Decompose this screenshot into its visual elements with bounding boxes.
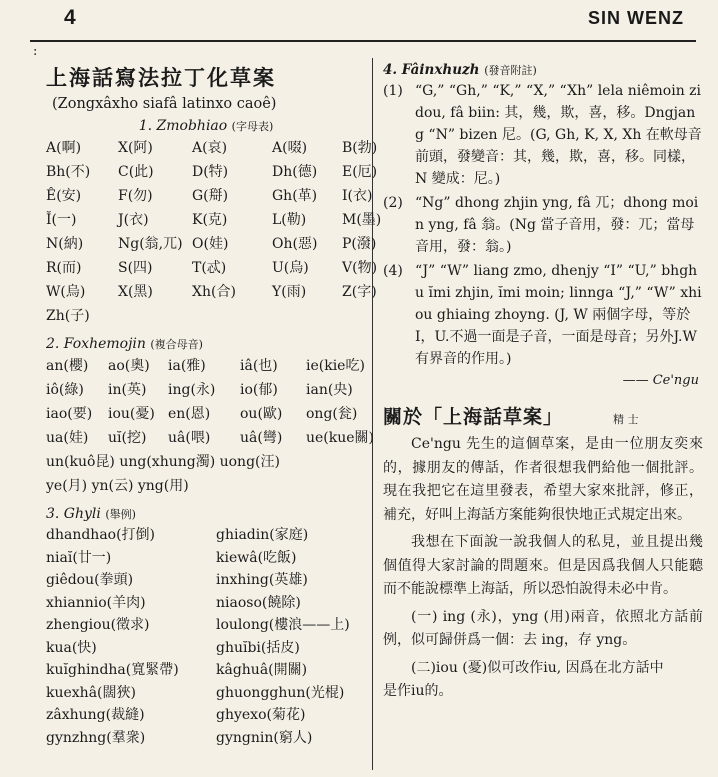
alphabet-cell: B(勃) <box>342 140 378 156</box>
compound-cell: io(郁) <box>240 382 278 398</box>
section-heading-note: (發音附註) <box>484 64 537 77</box>
section-alphabet-heading <box>46 118 366 134</box>
example-cell: niaĭ(廿一) <box>46 549 112 566</box>
note-text: “J” “W” liang zmo, dhenjy “I” “U,” bhghu ĭmi zhjin, ĭmi moin; linnga “J,” “W” xhiou ghiaing zhoyng. (J, W 兩個字母，等於 I，U.不過一面是子音，一面是母音；另外J.W有界音的作用。) <box>415 263 702 367</box>
compound-cell: an(櫻) <box>46 358 89 374</box>
paragraph: (二)iou (憂)似可改作iu, 因爲在北方話中 <box>411 659 664 676</box>
alphabet-cell: E(厄) <box>342 164 378 180</box>
compound-cell: ing(永) <box>168 382 216 398</box>
compound-cell: uâ(喂) <box>168 430 211 446</box>
compound-tail-line: un(kuô昆) ung(xhung濁) uong(汪) <box>46 454 280 470</box>
section-examples-heading <box>46 506 366 522</box>
note-number: (1) <box>383 83 403 99</box>
alphabet-cell: A(啊) <box>46 140 82 156</box>
example-cell: inxhing(英雄) <box>216 572 308 588</box>
examples-table <box>46 524 366 749</box>
note-text: “Ng” dhong zhjin yng, fâ 兀；dhong moin yng, fâ 翁。(Ng 當子音用，發：兀；當母音用，發：翁。) <box>415 195 699 255</box>
example-cell: gyngnin(窮人) <box>216 729 313 746</box>
response-article-header <box>383 402 703 429</box>
section-heading-text: 2. Foxhemojin <box>46 336 146 352</box>
right-column <box>383 62 703 704</box>
section-heading-note: (字母表) <box>231 120 274 133</box>
alphabet-cell: U(烏) <box>272 260 309 276</box>
pronunciation-note <box>383 260 703 370</box>
example-cell: xhiannio(羊肉) <box>46 594 146 611</box>
alphabet-cell: T(忒) <box>192 260 227 276</box>
section-heading-text: 3. Ghyli <box>46 506 101 522</box>
article-title-romanized: (Zongxâxho siafâ latinxo caoê) <box>52 96 277 112</box>
section-heading-text: 4. Fâinxhuzh <box>383 62 480 78</box>
alphabet-cell: C(此) <box>118 164 154 180</box>
compound-vowel-table <box>46 354 375 450</box>
example-cell: kua(快) <box>46 639 97 656</box>
pronunciation-note <box>383 192 703 258</box>
alphabet-cell: A(哀) <box>192 140 228 156</box>
alphabet-cell: Z(字) <box>342 284 377 300</box>
alphabet-cell: V(物) <box>342 260 378 276</box>
page-number: 4 <box>64 6 76 29</box>
example-cell: gynzhng(羣衆) <box>46 729 146 746</box>
compound-cell: en(恩) <box>168 406 211 422</box>
response-article-author: 精 士 <box>613 413 639 426</box>
example-cell: ghuĭbi(括皮) <box>216 639 300 656</box>
alphabet-cell: O(娃) <box>192 236 229 252</box>
alphabet-cell: J(衣) <box>118 212 149 228</box>
article-title: 上海話寫法拉丁化草案 <box>46 65 276 90</box>
response-article-body <box>383 433 703 680</box>
alphabet-cell: Dh(德) <box>272 164 318 180</box>
example-cell: kuexhâ(闊狹) <box>46 684 136 701</box>
note-number: (4) <box>383 263 403 279</box>
compound-cell: ong(瓮) <box>306 406 358 422</box>
compound-cell: ua(娃) <box>46 430 89 446</box>
example-cell: zhengiou(徵求) <box>46 617 150 633</box>
pronunciation-notes <box>383 80 703 370</box>
example-cell: ghiadin(家庭) <box>216 527 309 543</box>
response-article-title: 關於「上海話草案」 <box>383 406 564 428</box>
compound-cell: ie(kie吃) <box>306 358 365 374</box>
alphabet-cell: Ê(安) <box>46 188 82 204</box>
alphabet-cell: Zh(子) <box>46 308 90 324</box>
alphabet-cell: Ĭ(一) <box>46 212 77 228</box>
alphabet-cell: K(克) <box>192 212 228 228</box>
example-cell: niaoso(饒除) <box>216 594 301 611</box>
alphabet-cell: M(墨) <box>342 212 382 228</box>
alphabet-cell: F(勿) <box>118 188 153 204</box>
alphabet-cell: Xh(合) <box>192 284 236 300</box>
example-cell: ghuongghun(光棍) <box>216 684 345 701</box>
compound-cell: ia(雅) <box>168 358 206 374</box>
note-number: (2) <box>383 195 403 211</box>
alphabet-cell: Y(雨) <box>272 284 307 300</box>
alphabet-cell: I(衣) <box>342 188 373 204</box>
alphabet-cell: Gh(革) <box>272 188 318 204</box>
header-rule <box>30 40 696 42</box>
compound-cell: ou(歐) <box>240 406 283 422</box>
compound-cell: ao(奧) <box>108 358 150 374</box>
alphabet-cell: A(啜) <box>272 140 308 156</box>
example-cell: zâxhung(裁縫) <box>46 707 145 723</box>
alphabet-cell: Bh(不) <box>46 164 91 180</box>
alphabet-cell: Ng(翁,兀) <box>118 236 183 252</box>
compound-cell: iou(憂) <box>108 406 155 422</box>
alphabet-table <box>46 136 382 328</box>
alphabet-cell: X(阿) <box>118 140 153 156</box>
alphabet-cell: W(烏) <box>46 284 86 300</box>
example-cell: loulong(樓浪——上) <box>216 617 350 633</box>
compound-cell: iao(要) <box>46 406 93 422</box>
example-cell: dhandhao(打倒) <box>46 527 156 543</box>
example-cell: ghyexo(菊花) <box>216 707 306 723</box>
compound-cell: ue(kue關) <box>306 430 375 446</box>
compound-cell: ian(央) <box>306 382 353 398</box>
magazine-title: SIN WENZ <box>588 8 684 28</box>
section-pronunciation-heading <box>383 62 703 78</box>
alphabet-cell: L(勒) <box>272 212 307 228</box>
section-heading-note: (舉例) <box>105 508 136 521</box>
paragraph: Ce'ngu 先生的這個草案，是由一位朋友奕來的，據朋友的傳話，作者很想我們給他一個批評。現在我把它在這里發表，希望大家來批評，修正，補充，好叫上海話方案能夠很快地正式規定出來。 <box>383 436 703 523</box>
compound-cell: uâ(彎) <box>240 430 283 446</box>
section-heading-text: 1. Zmobhiao <box>138 118 228 134</box>
alphabet-cell: Oh(惡) <box>272 236 318 252</box>
section-compound-heading <box>46 336 366 352</box>
compound-cell: iâ(也) <box>240 358 278 374</box>
left-column <box>46 62 382 749</box>
example-cell: kiewâ(吃飯) <box>216 549 297 566</box>
alphabet-cell: X(黑) <box>118 284 153 300</box>
alphabet-cell: S(四) <box>118 260 153 276</box>
paragraph: (一) ing (永)，yng (用)兩音，依照北方話前例，似可歸併爲一個：去 ing，存 yng。 <box>383 608 703 648</box>
author-signature: —— Ce'ngu <box>622 373 699 388</box>
compound-cell: iô(綠) <box>46 382 84 398</box>
compound-tail-line: ye(月) yn(云) yng(用) <box>46 478 189 494</box>
alphabet-cell: P(潑) <box>342 236 377 252</box>
compound-cell: in(英) <box>108 382 147 398</box>
margin-mark: : <box>33 44 38 59</box>
example-cell: kuĭghindha(寬緊帶) <box>46 662 179 678</box>
compound-vowel-tail <box>46 450 366 498</box>
section-heading-note: (複合母音) <box>150 338 203 351</box>
paragraph: 我想在下面說一說我個人的私見，並且提出幾個值得大家討論的問題來。但是因爲我個人只能聽而不能說標準上海話，所以恐怕說得未必中肯。 <box>383 534 703 597</box>
alphabet-cell: R(而) <box>46 260 82 276</box>
alphabet-cell: N(納) <box>46 236 84 252</box>
compound-cell: uĭ(挖) <box>108 430 147 446</box>
example-cell: giêdou(拳頭) <box>46 572 134 588</box>
pronunciation-note <box>383 80 703 190</box>
alphabet-cell: G(搿) <box>192 188 229 204</box>
note-text: “G,” “Gh,” “K,” “X,” “Xh” lela niêmoin zidou, fâ biin: 其，幾，欺，喜，移。Dngjang “N” bizen 尼。(G, Gh, K, X, Xh 在軟母音前頭，發變音：其，幾，欺，喜，移。同樣，N 變成：尼。) <box>415 83 702 187</box>
paragraph-last-line: 是作iu的。 <box>383 683 453 699</box>
example-cell: kâghuâ(開關) <box>216 662 308 678</box>
alphabet-cell: D(特) <box>192 164 229 180</box>
